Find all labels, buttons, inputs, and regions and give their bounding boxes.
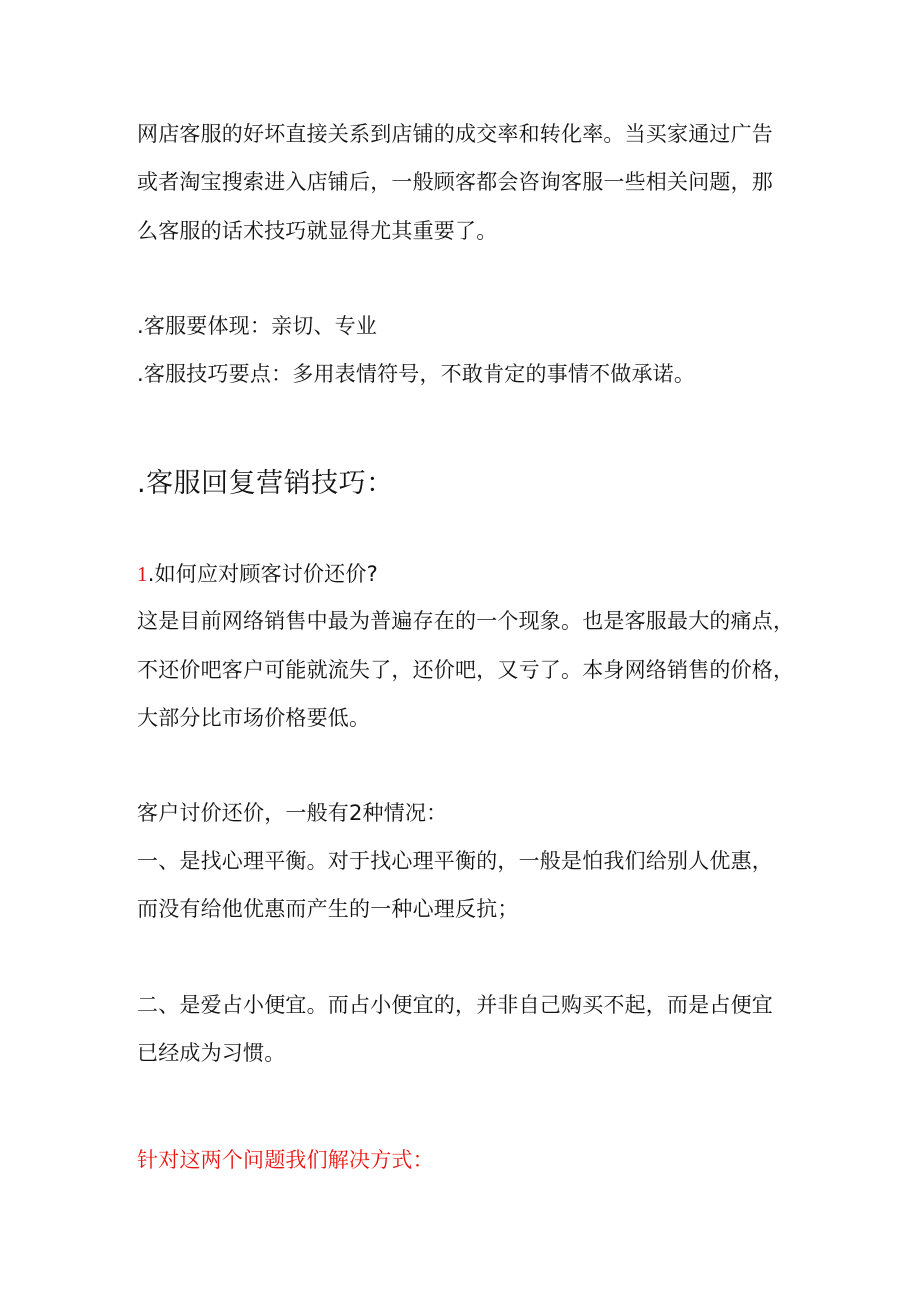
section-heading: .客服回复营销技巧：	[137, 468, 394, 499]
question-text: .如何应对顾客讨价还价?	[147, 562, 378, 586]
case2-line-1: 二、是爱占小便宜。而占小便宜的，并非自己购买不起，而是占便宜	[137, 993, 773, 1017]
case1-line-2: 而没有给他优惠而产生的一种心理反抗；	[137, 897, 519, 921]
case2-line-2: 已经成为习惯。	[137, 1041, 286, 1065]
question-body-line-3: 大部分比市场价格要低。	[137, 706, 371, 730]
point-line-1: .客服要体现：亲切、专业	[137, 314, 378, 338]
intro-line-1: 网店客服的好坏直接关系到店铺的成交率和转化率。当买家通过广告	[137, 122, 773, 146]
question-number: 1	[137, 562, 148, 586]
intro-line-2: 或者淘宝搜索进入店铺后，一般顾客都会咨询客服一些相关问题，那	[137, 170, 773, 194]
case1-line-1: 一、是找心理平衡。对于找心理平衡的，一般是怕我们给别人优惠，	[137, 849, 773, 873]
cases-intro: 客户讨价还价，一般有2种情况：	[137, 801, 448, 825]
question-body-line-2: 不还价吧客户可能就流失了，还价吧，又亏了。本身网络销售的价格，	[137, 658, 795, 682]
point-line-2: .客服技巧要点：多用表情符号，不敢肯定的事情不做承诺。	[137, 362, 696, 386]
intro-line-3: 么客服的话术技巧就显得尤其重要了。	[137, 219, 498, 243]
question-title	[137, 559, 378, 589]
question-body-line-1: 这是目前网络销售中最为普遍存在的一个现象。也是客服最大的痛点，	[137, 609, 795, 633]
solution-heading: 针对这两个问题我们解决方式：	[137, 1148, 434, 1172]
